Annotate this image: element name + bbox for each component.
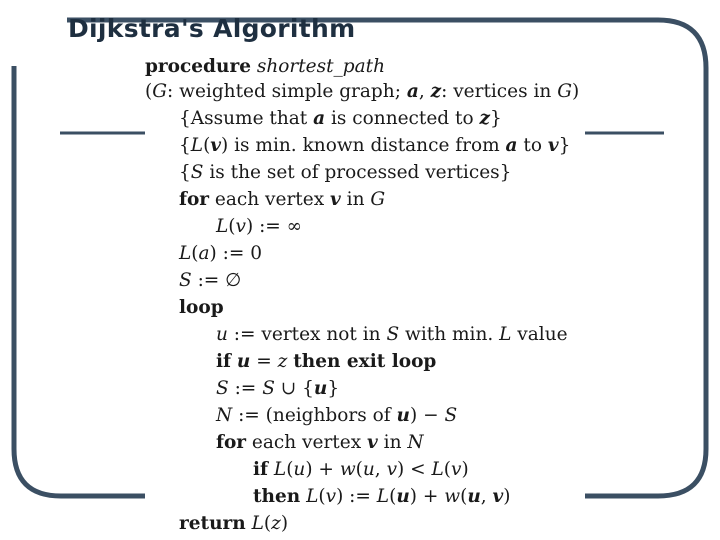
code-token: S bbox=[216, 378, 229, 399]
code-token: ( bbox=[191, 243, 199, 264]
code-token: a bbox=[505, 135, 518, 156]
code-token: z bbox=[479, 108, 490, 129]
code-token: v bbox=[451, 459, 462, 480]
code-token: L bbox=[251, 513, 264, 534]
code-line bbox=[216, 214, 302, 240]
code-token: S bbox=[179, 270, 192, 291]
code-line bbox=[179, 295, 224, 321]
code-token: { bbox=[179, 135, 191, 156]
code-token: ) + bbox=[409, 486, 445, 507]
code-token: G bbox=[152, 81, 167, 102]
code-token: in bbox=[340, 189, 371, 210]
code-token: : weighted simple graph; bbox=[167, 81, 407, 102]
code-token: L bbox=[376, 486, 390, 507]
code-line bbox=[179, 511, 288, 537]
code-token: ) bbox=[280, 513, 289, 534]
code-token: S bbox=[262, 378, 275, 399]
code-token: value bbox=[511, 324, 568, 345]
code-token: , bbox=[480, 486, 493, 507]
code-token: z bbox=[430, 81, 442, 102]
code-token: , bbox=[418, 81, 431, 102]
code-token: a bbox=[198, 243, 210, 264]
code-token: G bbox=[557, 81, 572, 102]
code-token: ) := 0 bbox=[209, 243, 263, 264]
code-token: procedure bbox=[145, 56, 251, 77]
code-token: if bbox=[216, 351, 231, 372]
code-token: v bbox=[210, 135, 222, 156]
code-token: } bbox=[558, 135, 571, 156]
code-token: ) bbox=[503, 486, 511, 507]
code-token: in bbox=[377, 432, 408, 453]
code-token: { bbox=[179, 162, 191, 183]
code-token: ( bbox=[228, 216, 236, 237]
code-token: } bbox=[327, 378, 340, 399]
code-token: ∪ { bbox=[274, 378, 314, 399]
code-token: ) < bbox=[397, 459, 432, 480]
code-token: ) is min. known distance from bbox=[221, 135, 506, 156]
code-token: N bbox=[407, 432, 424, 453]
code-token: w bbox=[444, 486, 461, 507]
code-token: } bbox=[490, 108, 502, 129]
code-token: L bbox=[306, 486, 319, 507]
code-token: L bbox=[273, 459, 287, 480]
code-line bbox=[216, 322, 568, 348]
code-token: u bbox=[313, 378, 328, 399]
code-token: ) + bbox=[305, 459, 340, 480]
code-token: ( bbox=[443, 459, 452, 480]
code-token: for bbox=[216, 432, 247, 453]
code-token: L bbox=[499, 324, 512, 345]
code-token: L bbox=[431, 459, 444, 480]
code-token: is connected to bbox=[325, 108, 480, 129]
code-token: with min. bbox=[399, 324, 500, 345]
code-line bbox=[179, 160, 511, 186]
code-token: L bbox=[190, 135, 204, 156]
code-line bbox=[216, 403, 457, 429]
code-token: v bbox=[325, 486, 337, 507]
code-token: u bbox=[467, 486, 481, 507]
code-line bbox=[145, 54, 385, 80]
code-token: each vertex bbox=[246, 432, 368, 453]
code-token: shortest_path bbox=[256, 56, 386, 77]
code-token: ) − bbox=[409, 405, 445, 426]
code-line bbox=[253, 484, 511, 510]
code-token: u bbox=[396, 486, 410, 507]
pseudocode-block bbox=[145, 50, 585, 540]
code-token: ( bbox=[203, 135, 211, 156]
code-line bbox=[179, 241, 262, 267]
code-token: ( bbox=[460, 486, 468, 507]
code-token: L bbox=[216, 216, 229, 237]
code-token: v bbox=[386, 459, 398, 480]
code-token: ( bbox=[145, 81, 153, 102]
code-token: := (neighbors of bbox=[232, 405, 397, 426]
code-token: z bbox=[277, 351, 288, 372]
code-line bbox=[179, 187, 385, 213]
code-token: v bbox=[330, 189, 341, 210]
code-token: return bbox=[179, 513, 246, 534]
code-token: ) := ∞ bbox=[245, 216, 303, 237]
code-line bbox=[179, 106, 502, 132]
code-token: ( bbox=[355, 459, 363, 480]
code-token: S bbox=[386, 324, 400, 345]
code-token: = bbox=[250, 351, 278, 372]
code-token: is the set of processed vertices} bbox=[203, 162, 512, 183]
code-line bbox=[216, 349, 436, 375]
code-token: w bbox=[339, 459, 356, 480]
code-token: S bbox=[444, 405, 458, 426]
code-token: ) bbox=[461, 459, 469, 480]
code-line bbox=[179, 133, 570, 159]
code-token: v bbox=[492, 486, 504, 507]
code-token: u bbox=[293, 459, 306, 480]
code-token: u bbox=[216, 324, 228, 345]
code-token: then exit loop bbox=[293, 351, 437, 372]
code-token: ( bbox=[286, 459, 294, 480]
code-line bbox=[216, 376, 339, 402]
code-token: v bbox=[235, 216, 246, 237]
code-token: z bbox=[271, 513, 281, 534]
code-line bbox=[216, 430, 424, 456]
code-token: each vertex bbox=[209, 189, 331, 210]
code-token: v bbox=[367, 432, 378, 453]
code-token: := vertex not in bbox=[227, 324, 387, 345]
code-token: {Assume that bbox=[179, 108, 314, 129]
code-token: := ∅ bbox=[191, 270, 242, 291]
code-token: a bbox=[313, 108, 326, 129]
code-token: for bbox=[179, 189, 210, 210]
code-token: N bbox=[216, 405, 233, 426]
slide-title: Dijkstra's Algorithm bbox=[68, 14, 356, 43]
code-token: ) := bbox=[336, 486, 377, 507]
code-token: if bbox=[253, 459, 268, 480]
code-token: , bbox=[374, 459, 387, 480]
code-token: G bbox=[370, 189, 386, 210]
code-token: L bbox=[179, 243, 192, 264]
code-line bbox=[145, 79, 579, 105]
code-token: : vertices in bbox=[441, 81, 558, 102]
code-token: then bbox=[253, 486, 301, 507]
code-token: a bbox=[406, 81, 419, 102]
code-token: to bbox=[517, 135, 548, 156]
code-token: u bbox=[362, 459, 375, 480]
code-line bbox=[253, 457, 469, 483]
code-token: u bbox=[396, 405, 410, 426]
code-token: := bbox=[228, 378, 263, 399]
code-token: loop bbox=[179, 297, 224, 318]
code-line bbox=[179, 268, 241, 294]
code-token: ( bbox=[389, 486, 397, 507]
code-token: S bbox=[190, 162, 204, 183]
code-token: ( bbox=[263, 513, 272, 534]
code-token: ) bbox=[571, 81, 580, 102]
code-token: u bbox=[236, 351, 251, 372]
code-token: v bbox=[547, 135, 559, 156]
code-token: ( bbox=[318, 486, 326, 507]
